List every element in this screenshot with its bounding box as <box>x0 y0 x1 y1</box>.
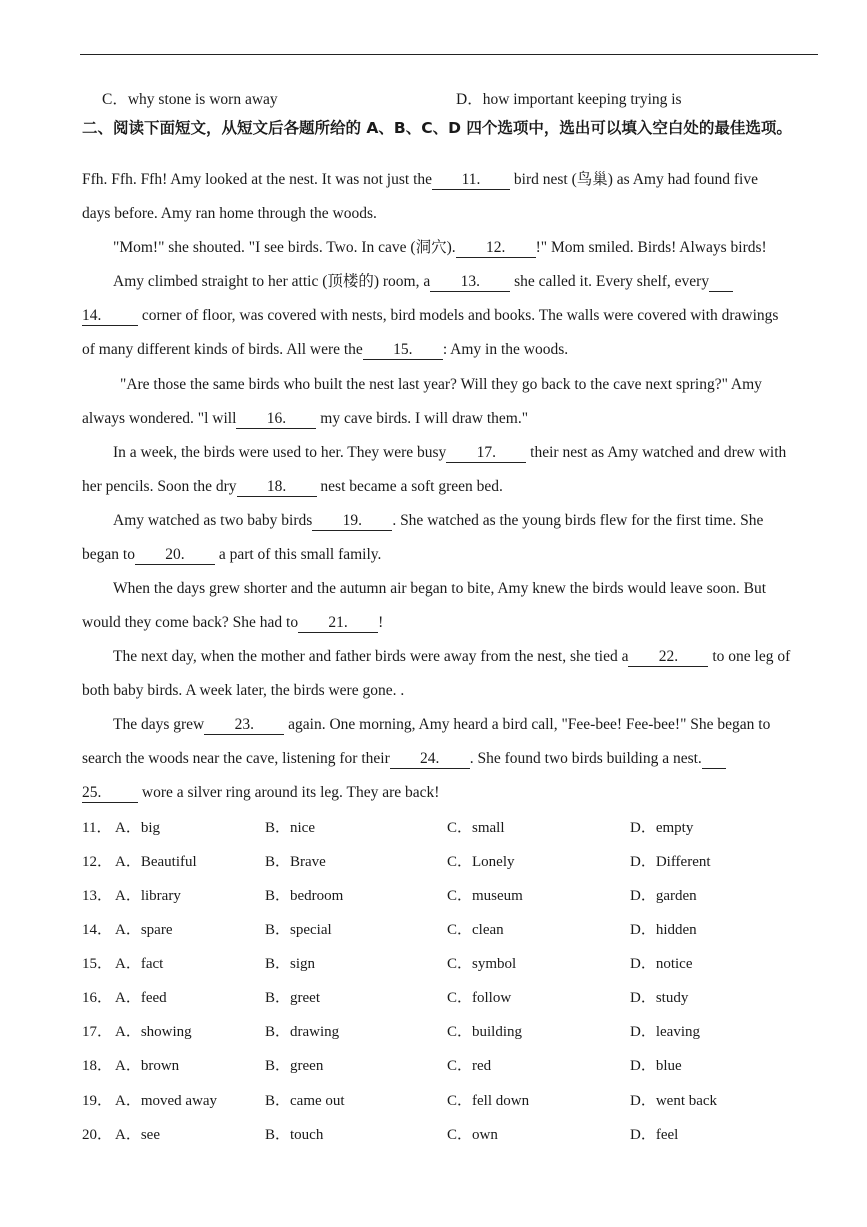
answer-blank: 20. <box>135 546 215 565</box>
option-b[interactable]: B．nice <box>265 820 315 836</box>
option-a[interactable]: A．big <box>115 820 161 836</box>
option-a[interactable]: A．showing <box>115 1024 192 1040</box>
passage-text: my cave birds. I will draw them." <box>316 410 529 427</box>
passage-line <box>82 477 822 497</box>
question-number: 11． <box>82 820 112 836</box>
passage-line <box>113 443 853 463</box>
option-c[interactable]: C．Lonely <box>447 854 515 870</box>
answer-blank: 12. <box>456 239 536 258</box>
question-number: 19． <box>82 1093 113 1109</box>
section-heading: 二、阅读下面短文，从短文后各题所给的 A、B、C、D 四个选项中，选出可以填入空白处的最佳选项。 <box>82 119 792 137</box>
option-c[interactable]: C．building <box>447 1024 523 1040</box>
passage-text: to one leg of <box>708 648 791 665</box>
option-a[interactable]: A．moved away <box>115 1093 218 1109</box>
passage-text: wore a silver ring around its leg. They are back! <box>138 784 440 801</box>
question-number: 17． <box>82 1024 113 1040</box>
option-b[interactable]: B．sign <box>265 956 316 972</box>
previous-option-d: D．how important keeping trying is <box>456 91 682 108</box>
option-a[interactable]: A．see <box>115 1127 160 1143</box>
option-c[interactable]: C．own <box>447 1127 498 1143</box>
option-d[interactable]: D．study <box>630 990 689 1006</box>
option-d[interactable]: D．leaving <box>630 1024 700 1040</box>
passage-line <box>82 613 822 633</box>
passage-text: . She watched as the young birds flew for the first time. She <box>392 512 764 529</box>
question-row <box>82 1056 822 1076</box>
passage-text: Ffh. Ffh. Ffh! Amy looked at the nest. It was not just the <box>82 171 433 188</box>
answer-blank: 14. <box>82 307 138 326</box>
option-d[interactable]: D．went back <box>630 1093 718 1109</box>
passage-text: again. One morning, Amy heard a bird call, "Fee-bee! Fee-bee!" She began to <box>284 716 771 733</box>
passage-line <box>82 409 822 429</box>
option-b[interactable]: B．special <box>265 922 332 938</box>
question-row <box>82 818 822 838</box>
option-a[interactable]: A．Beautiful <box>115 854 197 870</box>
passage-text: her pencils. Soon the dry <box>82 478 237 495</box>
previous-option-c: C．why stone is worn away <box>102 91 278 108</box>
passage-line <box>82 783 822 803</box>
option-d[interactable]: D．feel <box>630 1127 679 1143</box>
passage-text: their nest as Amy watched and drew with <box>526 444 787 461</box>
passage-text: nest became a soft green bed. <box>316 478 503 495</box>
question-number: 16． <box>82 990 113 1006</box>
answer-blank: 15. <box>363 341 443 360</box>
answer-blank-lead <box>702 750 726 769</box>
question-row <box>82 1091 822 1111</box>
passage-line <box>113 511 853 531</box>
passage-text: a part of this small family. <box>214 546 382 563</box>
passage-text: When the days grew shorter and the autumn air began to bite, Amy knew the birds would leave soon. But <box>113 580 766 597</box>
header-rule <box>80 54 818 55</box>
passage-text: both baby birds. A week later, the birds were gone. . <box>82 682 405 699</box>
answer-blank: 21. <box>298 614 378 633</box>
answer-blank: 17. <box>446 444 526 463</box>
option-a[interactable]: A．fact <box>115 956 164 972</box>
passage-line <box>113 647 853 667</box>
question-row <box>82 1125 822 1145</box>
passage-text: !" Mom smiled. Birds! Always birds! <box>535 239 767 256</box>
passage-line <box>113 272 853 292</box>
passage-line <box>113 579 853 599</box>
passage-text: Amy climbed straight to her attic (顶楼的) room, a <box>113 273 431 290</box>
answer-blank: 18. <box>237 478 317 497</box>
passage-line <box>82 170 822 190</box>
passage-line <box>82 204 822 224</box>
answer-blank: 16. <box>236 410 316 429</box>
answer-blank: 11. <box>432 171 510 190</box>
passage-text: she called it. Every shelf, every <box>510 273 710 290</box>
option-c[interactable]: C．museum <box>447 888 523 904</box>
passage-text: In a week, the birds were used to her. They were busy <box>113 444 447 461</box>
question-row <box>82 988 822 1008</box>
option-d[interactable]: D．garden <box>630 888 697 904</box>
passage-text: of many different kinds of birds. All were the <box>82 341 363 358</box>
passage-line <box>113 715 853 735</box>
option-b[interactable]: B．drawing <box>265 1024 340 1040</box>
passage-line <box>82 545 822 565</box>
passage-line <box>82 749 822 769</box>
option-b[interactable]: B．touch <box>265 1127 324 1143</box>
option-b[interactable]: B．green <box>265 1058 324 1074</box>
passage-text: bird nest (鸟巢) as Amy had found five <box>510 171 758 188</box>
option-c[interactable]: C．clean <box>447 922 504 938</box>
option-c[interactable]: C．small <box>447 820 505 836</box>
question-row <box>82 954 822 974</box>
passage-text: days before. Amy ran home through the woods. <box>82 205 377 222</box>
option-d[interactable]: D．hidden <box>630 922 697 938</box>
answer-blank: 19. <box>312 512 392 531</box>
option-a[interactable]: A．library <box>115 888 181 904</box>
option-b[interactable]: B．bedroom <box>265 888 344 904</box>
question-number: 14． <box>82 922 113 938</box>
option-d[interactable]: D．empty <box>630 820 694 836</box>
question-row <box>82 920 822 940</box>
passage-text: : Amy in the woods. <box>442 341 569 358</box>
passage-text: "Are those the same birds who built the nest last year? Will they go back to the cave next spring?" Amy <box>120 376 762 393</box>
passage-text: Amy watched as two baby birds <box>113 512 313 529</box>
option-c[interactable]: C．symbol <box>447 956 517 972</box>
answer-blank: 13. <box>430 273 510 292</box>
option-c[interactable]: C．follow <box>447 990 512 1006</box>
question-number: 20． <box>82 1127 113 1143</box>
passage-text: . She found two birds building a nest. <box>469 750 702 767</box>
answer-blank-lead <box>709 273 733 292</box>
passage-text: The days grew <box>113 716 205 733</box>
passage-text: corner of floor, was covered with nests, bird models and books. The walls were covered with drawings <box>138 307 779 324</box>
passage-line <box>82 306 822 326</box>
passage-text: search the woods near the cave, listening for their <box>82 750 390 767</box>
answer-blank: 22. <box>628 648 708 667</box>
question-row <box>82 1022 822 1042</box>
option-b[interactable]: B．Brave <box>265 854 326 870</box>
question-number: 13． <box>82 888 113 904</box>
option-b[interactable]: B．greet <box>265 990 320 1006</box>
option-a[interactable]: A．feed <box>115 990 167 1006</box>
passage-line <box>82 340 822 360</box>
option-d[interactable]: D．Different <box>630 854 711 870</box>
passage-text: would they come back? She had to <box>82 614 299 631</box>
passage-text: ! <box>378 614 384 631</box>
passage-line <box>120 375 860 395</box>
option-a[interactable]: A．brown <box>115 1058 180 1074</box>
passage-text: began to <box>82 546 135 563</box>
passage-text: The next day, when the mother and father birds were away from the nest, she tied a <box>113 648 629 665</box>
option-d[interactable]: D．notice <box>630 956 693 972</box>
question-row <box>82 886 822 906</box>
passage-line <box>82 681 822 701</box>
passage-text: always wondered. "l will <box>82 410 237 427</box>
question-number: 15． <box>82 956 113 972</box>
option-b[interactable]: B．came out <box>265 1093 345 1109</box>
question-number: 12． <box>82 854 113 870</box>
passage-text: "Mom!" she shouted. "I see birds. Two. In cave (洞穴). <box>113 239 456 256</box>
option-c[interactable]: C．red <box>447 1058 492 1074</box>
answer-blank: 23. <box>204 716 284 735</box>
question-row <box>82 852 822 872</box>
passage-line <box>113 238 853 258</box>
question-number: 18． <box>82 1058 113 1074</box>
answer-blank: 24. <box>390 750 470 769</box>
option-d[interactable]: D．blue <box>630 1058 682 1074</box>
option-c[interactable]: C．fell down <box>447 1093 530 1109</box>
option-a[interactable]: A．spare <box>115 922 173 938</box>
answer-blank: 25. <box>82 784 138 803</box>
